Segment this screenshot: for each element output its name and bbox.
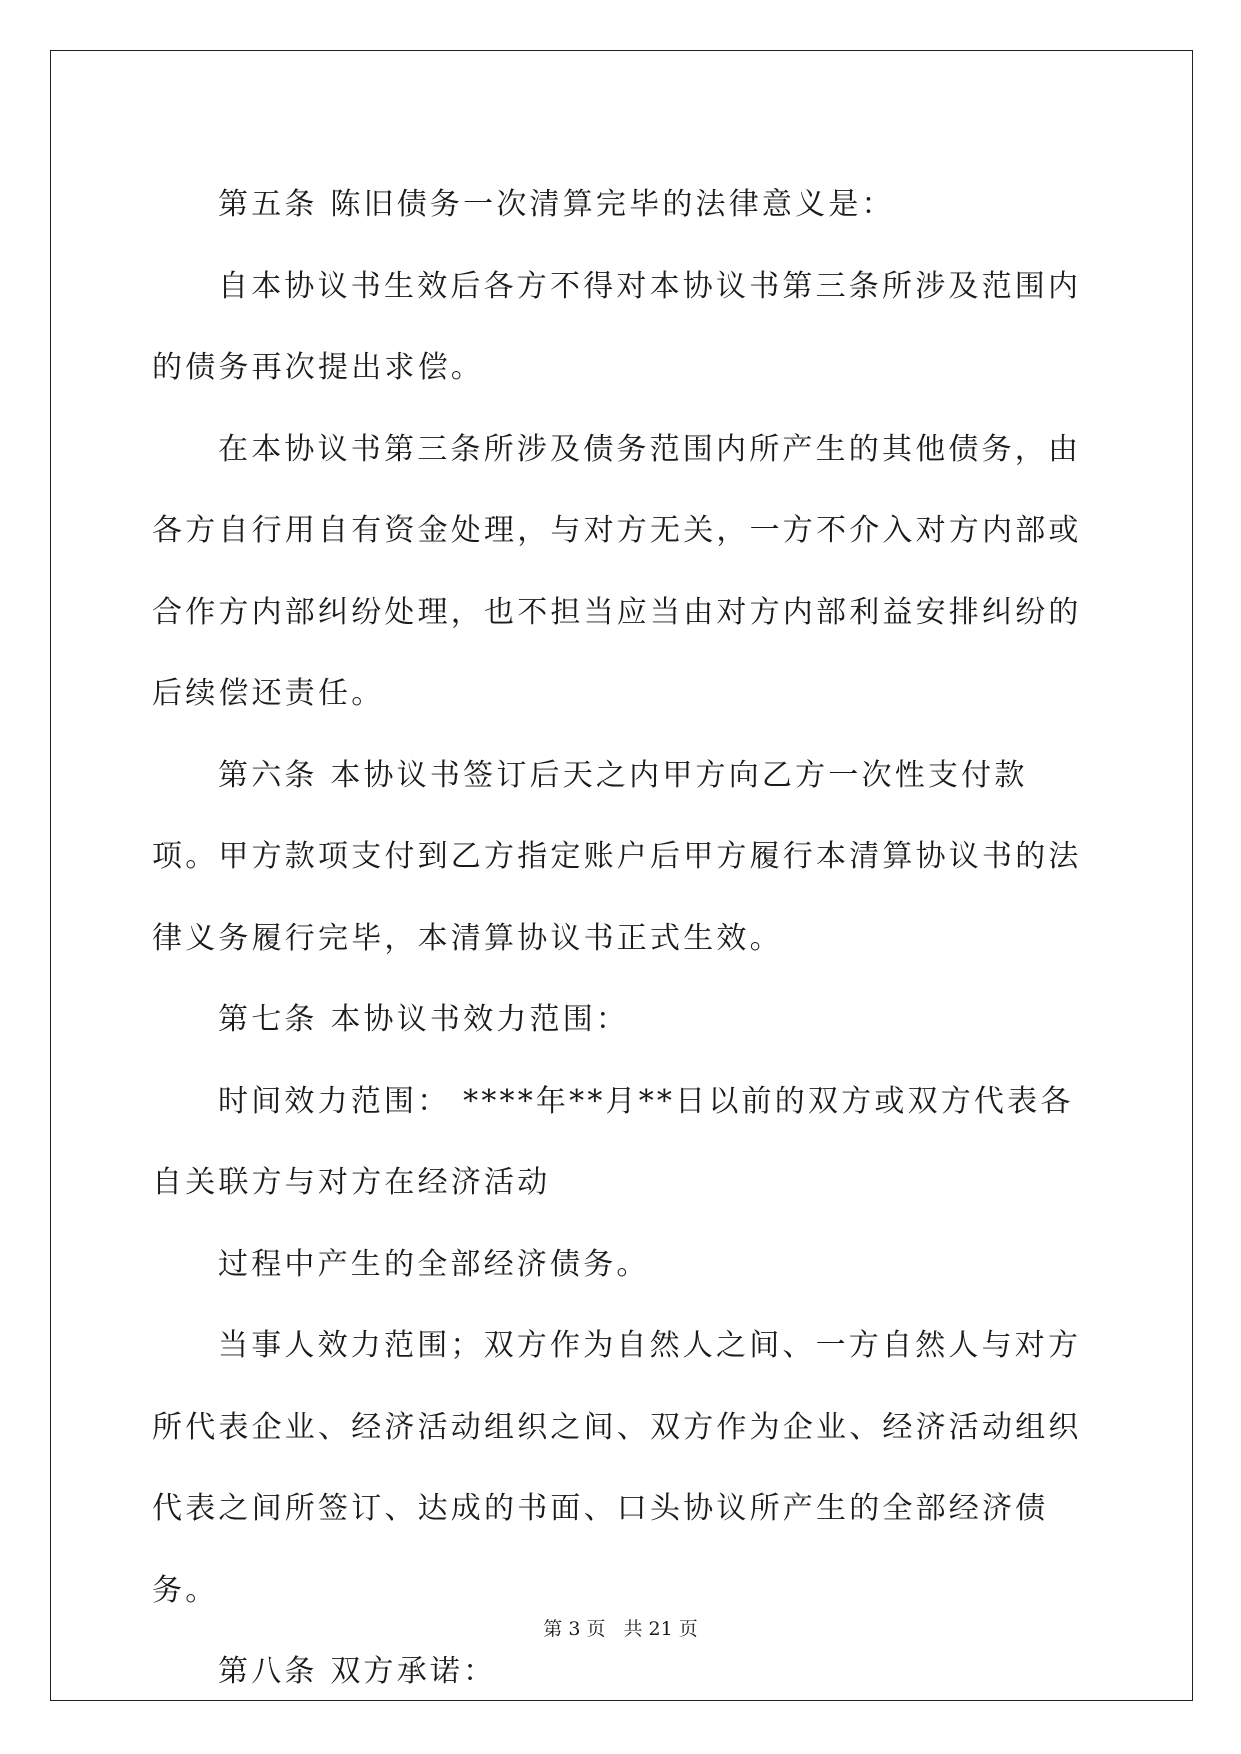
- page-footer: [0, 1617, 1241, 1641]
- paragraph-article-5-effect: 自本协议书生效后各方不得对本协议书第三条所涉及范围内的债务再次提出求偿。: [152, 268, 1082, 385]
- page-number: 第 3 页: [543, 1618, 606, 1640]
- paragraph-article-5: 第五条 陈旧债务一次清算完毕的法律意义是：: [218, 187, 895, 222]
- paragraph-article-6: 第六条 本协议书签订后天之内甲方向乙方一次性支付款项。甲方款项支付到乙方指定账户后甲方履行本清算协议书的法律义务履行完毕，本清算协议书正式生效。: [152, 757, 1082, 956]
- paragraph-article-8: 第八条 双方承诺：: [218, 1654, 497, 1689]
- document-body: [152, 164, 1092, 1713]
- paragraph-party-scope: 当事人效力范围；双方作为自然人之间、一方自然人与对方所代表企业、经济活动组织之间、双方作为企业、经济活动组织代表之间所签订、达成的书面、口头协议所产生的全部经济债务。: [152, 1328, 1082, 1608]
- paragraph-time-scope: 时间效力范围： ****年**月**日以前的双方或双方代表各自关联方与对方在经济活动: [152, 1083, 1074, 1200]
- paragraph-time-scope-cont: 过程中产生的全部经济债务。: [218, 1246, 650, 1282]
- paragraph-article-5-other-debts: 在本协议书第三条所涉及债务范围内所产生的其他债务，由各方自行用自有资金处理，与对方无关，一方不介入对方内部或合作方内部纠纷处理，也不担当应当由对方内部利益安排纠纷的后续偿还责任。: [152, 431, 1082, 711]
- paragraph-article-7: 第七条 本协议书效力范围：: [218, 1002, 630, 1037]
- page-total: 共 21 页: [623, 1618, 698, 1640]
